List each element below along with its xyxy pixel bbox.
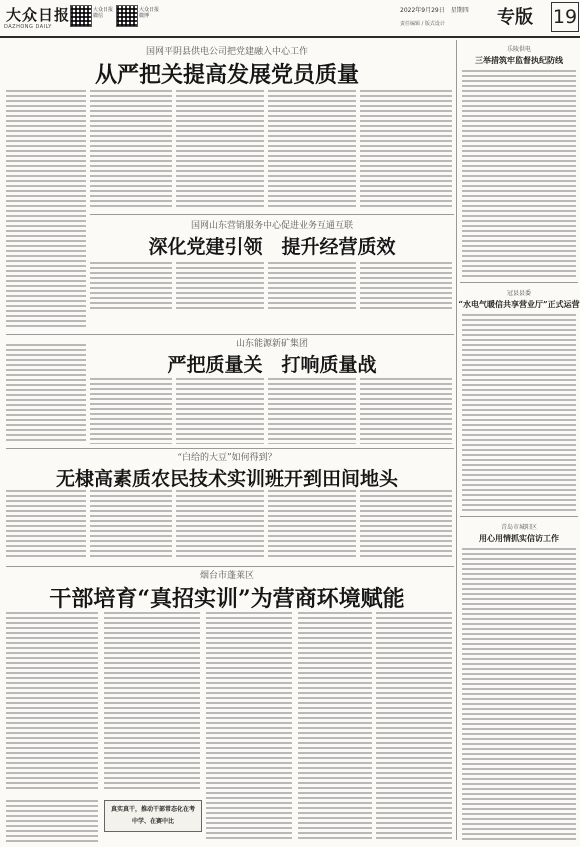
article-1-kicker: 国网平阴县供电公司把党建融入中心工作	[145, 47, 308, 57]
article-2-column-3	[268, 262, 356, 312]
article-1-column-2	[90, 90, 172, 210]
article-5-column-1b	[6, 800, 98, 842]
divider	[90, 214, 454, 215]
article-1-column-4	[268, 90, 356, 210]
divider	[6, 448, 454, 449]
article-3-column-5	[360, 378, 452, 444]
column-divider	[456, 40, 457, 840]
pull-quote-banner	[104, 800, 202, 832]
article-2-kicker: 国网山东营销服务中心促进业务互通互联	[190, 221, 353, 231]
divider	[460, 282, 578, 283]
section-title: 专版	[497, 7, 533, 28]
article-3-column-1	[6, 344, 86, 444]
article-1-column-1	[6, 90, 86, 330]
article-4-column-2	[90, 490, 172, 560]
sidebar-1-body	[462, 70, 576, 280]
sidebar-3-kicker: 青岛市城阳区	[500, 524, 537, 531]
divider	[6, 334, 454, 335]
sidebar-2-kicker: 冠县县委	[506, 290, 531, 297]
article-5-column-3	[206, 612, 292, 842]
issue-date: 2022年9月29日 星期四	[400, 7, 469, 14]
article-5-kicker: 烟台市蓬莱区	[199, 571, 254, 581]
article-3-kicker: 山东能源新矿集团	[235, 339, 308, 349]
qr-caption-wechat: 大众日报 微信	[93, 7, 114, 19]
divider	[6, 566, 454, 567]
article-2-column-2	[176, 262, 264, 312]
article-3-column-2	[90, 378, 172, 444]
page-number: 19	[551, 2, 579, 32]
pull-quote-text: 真实真干，推动干部常态化在考中学、在赛中比	[110, 806, 195, 825]
sidebar-2-body	[462, 314, 576, 514]
article-5-column-4	[298, 612, 372, 842]
article-2-column-4	[360, 262, 452, 312]
article-5-column-5	[376, 612, 452, 842]
article-1-headline: 从严把关提高发展党员质量	[94, 62, 359, 88]
masthead	[0, 0, 580, 38]
article-4-column-5	[360, 490, 452, 560]
article-5-column-2	[104, 612, 200, 792]
article-3-column-3	[176, 378, 264, 444]
article-5-column-1	[6, 612, 98, 792]
article-3-headline: 严把质量关 打响质量战	[167, 354, 377, 376]
article-2-headline: 深化党建引领 提升经营质效	[148, 236, 396, 258]
article-4-column-3	[176, 490, 264, 560]
newspaper-logo: 大众日报	[6, 6, 71, 24]
article-4-column-4	[268, 490, 356, 560]
article-1-column-3	[176, 90, 264, 210]
article-3-column-4	[268, 378, 356, 444]
sidebar-3-title: 用心用情抓实信访工作	[479, 533, 559, 543]
sidebar-1-title: 三举措筑牢监督执纪防线	[475, 55, 563, 65]
article-5-headline: 干部培育“真招实训”为营商环境赋能	[49, 586, 405, 612]
divider	[460, 516, 578, 517]
article-4-headline: 无棣高素质农民技术实训班开到田间地头	[55, 468, 398, 490]
sidebar-2-title: “水电气暖信共享营业厅”正式运营	[458, 299, 580, 309]
qr-code-icon	[116, 5, 138, 27]
newspaper-logo-subtitle: DAZHONG DAILY	[4, 24, 52, 30]
qr-code-icon	[70, 5, 92, 27]
article-2-column-1	[90, 262, 172, 312]
editor-line: 责任编辑 / 版式设计	[400, 21, 445, 27]
article-1-column-5	[360, 90, 452, 210]
sidebar-1-kicker: 乐陵供电	[506, 46, 531, 53]
sidebar-3-body	[462, 548, 576, 840]
article-4-column-1	[6, 490, 86, 560]
qr-caption-weibo: 大众日报 微博	[139, 7, 160, 19]
article-4-kicker: “白给的大豆”如何得到？	[177, 453, 277, 463]
